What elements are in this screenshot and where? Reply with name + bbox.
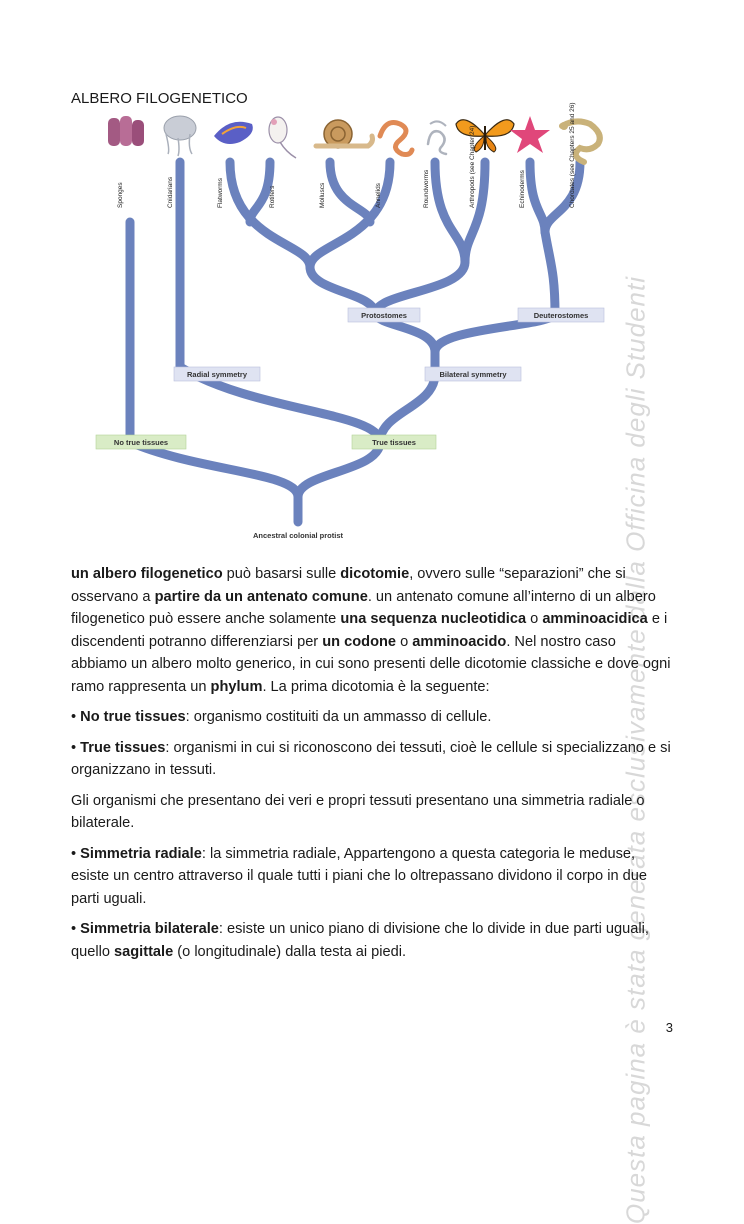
bold-term: amminoacidica [542, 611, 648, 627]
phylum-label: Chordates (see Chapters 25 and 26) [569, 102, 576, 208]
phylum-label: Molluscs [319, 182, 326, 208]
flatworm-illustration [214, 122, 253, 144]
protostomes-label: Protostomes [361, 311, 407, 320]
text-run: : la simmetria radiale, Appartengono a questa categoria le meduse, esiste un centro attraverso il quale tutti i piani che lo oltrepassano dividono il corpo in due parti uguali. [71, 845, 647, 907]
phylum-label: Roundworms [423, 169, 430, 208]
phylum-label: Sponges [117, 182, 124, 208]
watermark-text: Questa pagina è stata generata esclusivamente dalla Officina degli Studenti [620, 276, 651, 1224]
no-true-tissues-label: No true tissues [113, 438, 169, 447]
text-run: e i discendenti potranno differenziarsi per [71, 611, 668, 650]
text-run: o [526, 611, 543, 627]
text-run: • [71, 709, 81, 725]
text-run: : organismi in cui si riconoscono dei tessuti, cioè le cellule si specializzano e si organizzano in tessuti. [71, 739, 671, 778]
text-run: può basarsi sulle [222, 566, 341, 582]
annelid-illustration [380, 123, 412, 155]
text-run: Gli organismi che presentano dei veri e propri tessuti presentano una simmetria radiale o bilaterale. [71, 792, 645, 831]
jellyfish-illustration [164, 116, 196, 156]
phylum-label: Arthropods (see Chapter 24) [469, 125, 476, 208]
text-run: . Nel nostro caso abbiamo un albero molto generico, in cui sono presenti delle dicotomie classiche e dove ogni ramo rappresenta un [71, 633, 671, 695]
body-text [71, 563, 671, 971]
paragraph [71, 843, 671, 911]
rotifer-illustration [269, 117, 296, 158]
snail-illustration [316, 120, 373, 148]
text-run: . La prima dicotomia è la seguente: [262, 678, 490, 695]
phylum-label: Rotifers [269, 185, 276, 208]
paragraph [71, 706, 671, 729]
true-tissues-label: True tissues [372, 438, 416, 447]
text-run: • [71, 921, 81, 937]
paragraph [71, 790, 671, 835]
bold-term: phylum [210, 678, 263, 695]
bold-term: True tissues [80, 739, 166, 756]
bold-term: No true tissues [80, 709, 186, 725]
text-run: • [71, 845, 81, 862]
bold-term: amminoacido [412, 633, 507, 650]
bold-term: una sequenza nucleotidica [340, 611, 527, 627]
bold-term: un albero filogenetico [71, 566, 223, 582]
text-run: (o longitudinale) dalla testa ai piedi. [173, 943, 407, 960]
bold-term: un codone [322, 633, 397, 650]
tree-branches [130, 162, 580, 522]
page-heading: ALBERO FILOGENETICO [71, 90, 248, 107]
root-label: Ancestral colonial protist [252, 531, 344, 540]
phylum-label: Annelids [375, 183, 382, 208]
text-run: . un antenato comune all’interno di un albero filogenetico può essere anche solamente [71, 588, 656, 627]
text-run: : esiste un unico piano di divisione che lo divide in due parti uguali, quello [71, 921, 649, 960]
organism-illustrations [108, 116, 600, 162]
bilateral-symmetry-label: Bilateral symmetry [439, 370, 507, 379]
lizard-illustration [560, 121, 600, 162]
phylum-label: Cnidarians [167, 176, 174, 208]
paragraph [71, 563, 671, 698]
roundworm-illustration [428, 121, 446, 154]
bold-term: Simmetria radiale [80, 845, 202, 862]
page-number: 3 [665, 1020, 673, 1035]
paragraph [71, 737, 671, 782]
deuterostomes-label: Deuterostomes [533, 311, 589, 320]
phylum-label: Flatworms [217, 178, 224, 208]
starfish-illustration [510, 116, 550, 153]
bold-term: Simmetria bilaterale [80, 921, 219, 937]
bold-term: partire da un antenato comune [154, 588, 368, 605]
bold-term: dicotomie [340, 566, 410, 582]
text-run: : organismo costituiti da un ammasso di cellule. [185, 709, 492, 725]
text-run: o [396, 633, 413, 650]
text-run: • [71, 739, 81, 756]
bold-term: sagittale [114, 943, 174, 960]
phylogenetic-tree-figure [90, 102, 630, 544]
phylum-label: Echinoderms [519, 170, 526, 208]
sponge-illustration [108, 116, 144, 146]
radial-symmetry-label: Radial symmetry [186, 370, 248, 379]
text-run: , ovvero sulle “separazioni” che si osservano a [71, 566, 626, 605]
butterfly-illustration [456, 120, 514, 152]
paragraph [71, 918, 671, 963]
